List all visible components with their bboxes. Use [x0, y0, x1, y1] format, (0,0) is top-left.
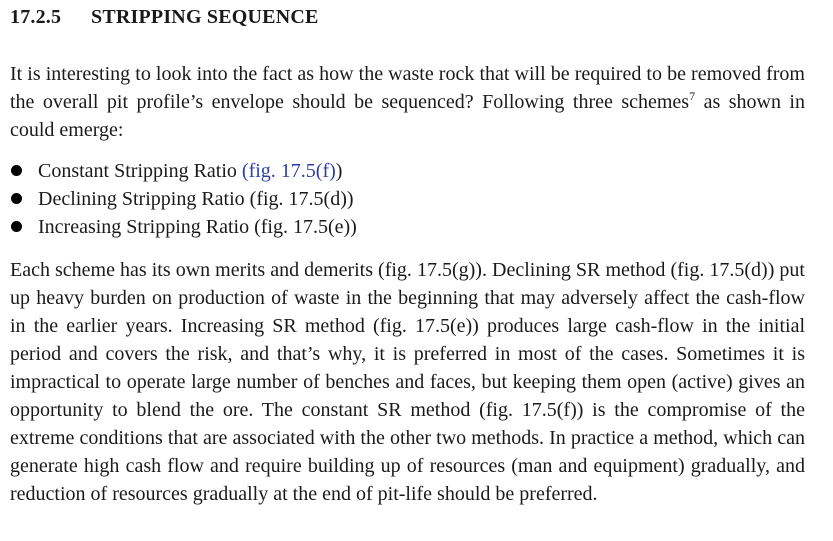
body-paragraph: Each scheme has its own merits and demerits (fig. 17.5(g)). Declining SR method (fig. 17.5(d)) put up heavy burden on production of waste in the beginning that may adversely affect the cash-flow in the earlier years. Increasing SR method (fig. 17.5(e)) produces large cash-flow in the initial period and covers the risk, and that’s why, it is preferred in most of the cases. Sometimes it is impractical to operate large number of benches and faces, but keeping them open (active) gives an opportunity to blend the ore. The constant SR method (fig. 17.5(f)) is the compromise of the extreme conditions that are associated with the other two methods. In practice a method, which can generate high cash flow and require building up of resources (man and equipment) gradually, and reduction of resources gradually at the end of pit-life should be preferred.: [10, 259, 805, 505]
list-item: [10, 213, 357, 241]
list-item: [10, 157, 357, 185]
intro-text: It is interesting to look into the fact as how the waste rock that will be required to be removed from the overall pit profile’s envelope should be sequenced? Following three schemes: [10, 63, 805, 113]
bullet-icon: [11, 193, 22, 204]
list-item-tail: ): [335, 160, 343, 182]
figure-reference: (fig. 17.5(d)): [249, 188, 354, 210]
figure-reference: (fig. 17.5(e)): [254, 216, 357, 238]
figure-link[interactable]: (fig. 17.5(f): [241, 160, 336, 182]
intro-text-tail: as shown in could emerge:: [10, 91, 805, 141]
bullet-icon: [11, 165, 22, 176]
section-number: 17.2.5: [10, 6, 62, 28]
intro-paragraph: [10, 60, 805, 144]
list-item-label: Declining Stripping Ratio: [38, 188, 250, 210]
list-item-label: Constant Stripping Ratio: [38, 160, 242, 182]
list-item-label: Increasing Stripping Ratio: [38, 216, 255, 238]
section-heading: [10, 5, 319, 29]
bullet-icon: [11, 221, 22, 232]
footnote-mark[interactable]: 7: [689, 89, 696, 103]
stripping-scheme-list: [10, 157, 357, 241]
section-title: STRIPPING SEQUENCE: [91, 6, 319, 28]
list-item: [10, 185, 357, 213]
